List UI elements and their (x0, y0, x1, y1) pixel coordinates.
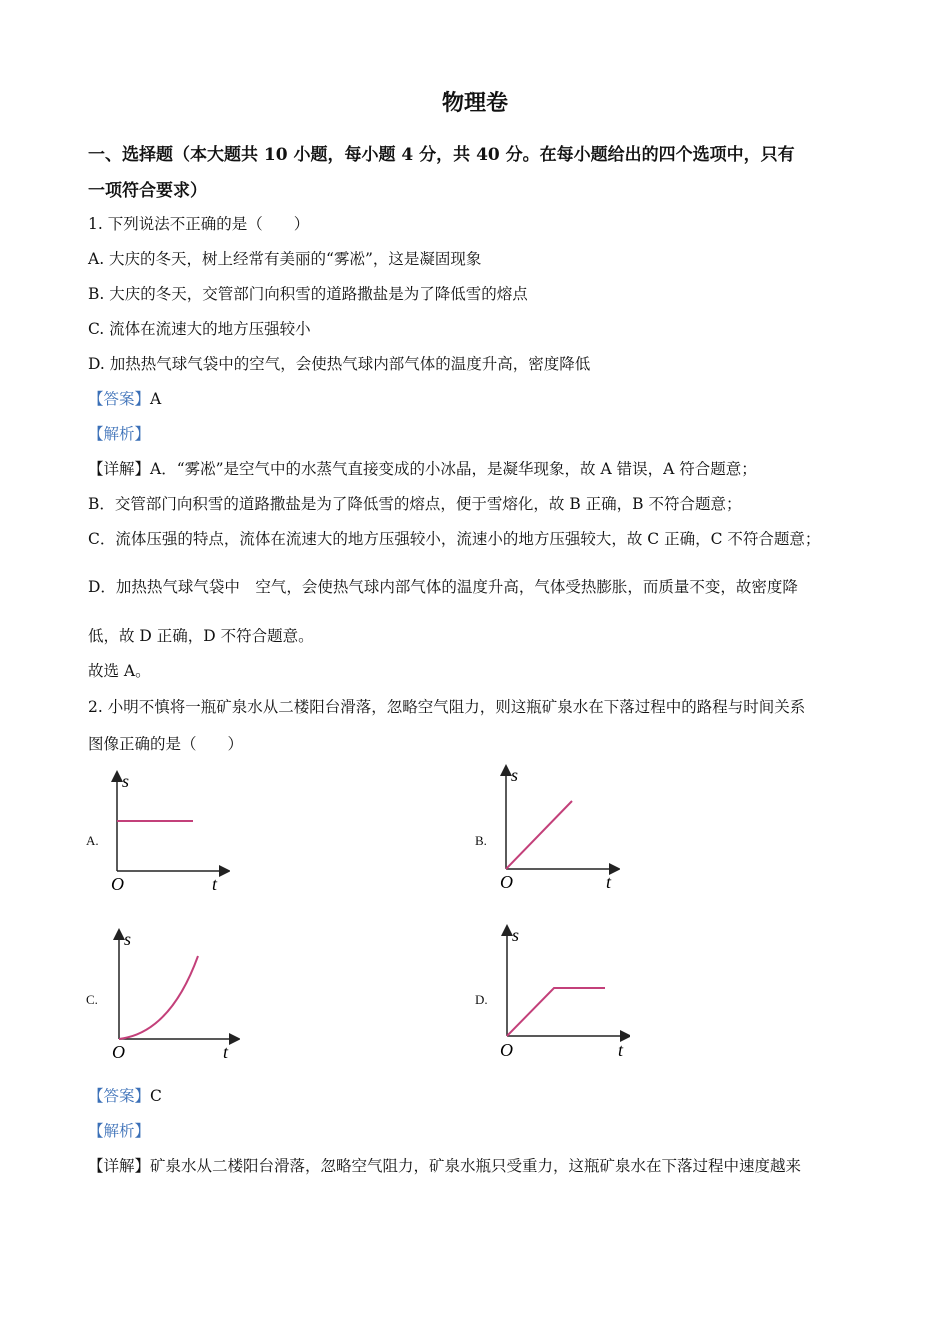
q1-stem: 1. 下列说法不正确的是（ ） (88, 215, 310, 233)
q2-detail-label: 【详解】 (88, 1157, 151, 1175)
q2-answer (88, 1086, 162, 1106)
graph-a-t-label: t (212, 874, 218, 894)
graph-c-s-label: s (124, 929, 132, 949)
graph-b-curve (506, 801, 572, 869)
graph-b-s-label: s (511, 765, 519, 785)
section-heading-line2: 一项符合要求） (88, 181, 207, 201)
q1-answer (88, 389, 161, 409)
q1-detail-line-3: C．流体压强的特点，流体在流速大的地方压强较小，流速小的地方压强较大，故 C 正确，C 不符合题意； (88, 530, 821, 548)
q2-stem-line-2: 图像正确的是（ ） (88, 735, 244, 753)
graph-a-s-label: s (122, 771, 130, 791)
graph-b-t-label: t (606, 872, 612, 892)
graph-b-label: B. (475, 833, 487, 848)
graph-c-curve (119, 956, 198, 1039)
graph-d-t-label: t (618, 1040, 624, 1060)
q2-stem-line-1: 2. 小明不慎将一瓶矿泉水从二楼阳台滑落，忽略空气阻力，则这瓶矿泉水在下落过程中的路程与时间关系 (88, 698, 806, 716)
page-title: 物理卷 (441, 90, 508, 116)
q1-detail-line-4: D．加热热气球气袋中 空气，会使热气球内部气体的温度升高，气体受热膨胀，而质量不变，故密度降 (88, 578, 798, 596)
q1-analysis-label: 【解析】 (88, 425, 151, 443)
graph-a-origin-label: O (111, 874, 124, 894)
graph-d-curve (507, 988, 605, 1036)
q1-detail-line-1 (88, 459, 757, 479)
graph-d-origin-label: O (500, 1040, 513, 1060)
graph-a-label: A. (86, 833, 99, 848)
graph-c-label: C. (86, 992, 98, 1007)
q1-answer-label: 【答案】 (88, 390, 151, 408)
q2-answer-value: C (150, 1087, 162, 1105)
q1-option-b: B. 大庆的冬天，交管部门向积雪的道路撒盐是为了降低雪的熔点 (88, 285, 528, 303)
graph-b (490, 764, 620, 892)
q2-detail-text: 矿泉水从二楼阳台滑落，忽略空气阻力，矿泉水瓶只受重力，这瓶矿泉水在下落过程中速度越来 (150, 1157, 802, 1175)
graph-c (100, 928, 240, 1063)
q1-detail-label: 【详解】 (88, 460, 151, 478)
graph-d-label: D. (475, 992, 488, 1007)
q1-detail-line-2: B．交管部门向积雪的道路撒盐是为了降低雪的熔点，便于雪熔化，故 B 正确，B 不符合题意； (88, 495, 742, 513)
graph-a (100, 770, 230, 895)
q1-option-a: A. 大庆的冬天，树上经常有美丽的“雾凇”，这是凝固现象 (88, 250, 482, 268)
q1-answer-value: A (150, 390, 162, 408)
graph-c-origin-label: O (112, 1042, 125, 1062)
graph-c-t-label: t (223, 1042, 229, 1062)
q1-option-c: C. 流体在流速大的地方压强较小 (88, 320, 311, 338)
q2-answer-label: 【答案】 (88, 1087, 151, 1105)
q1-detail-line-6: 故选 A。 (88, 662, 151, 680)
q1-detail-text-1: A．“雾凇”是空气中的水蒸气直接变成的小冰晶，是凝华现象，故 A 错误，A 符合题意； (150, 460, 757, 478)
q1-detail-line-5: 低，故 D 正确，D 不符合题意。 (88, 627, 314, 645)
graph-d (490, 924, 630, 1061)
graph-d-s-label: s (512, 925, 520, 945)
q2-detail-line-1 (88, 1156, 801, 1176)
q2-analysis-label: 【解析】 (88, 1122, 151, 1140)
graph-b-origin-label: O (500, 872, 513, 892)
section-heading-line1: 一、选择题（本大题共 10 小题，每小题 4 分，共 40 分。在每小题给出的四个选项中，只有 (88, 145, 795, 165)
q1-option-d: D. 加热热气球气袋中的空气，会使热气球内部气体的温度升高，密度降低 (88, 355, 591, 373)
